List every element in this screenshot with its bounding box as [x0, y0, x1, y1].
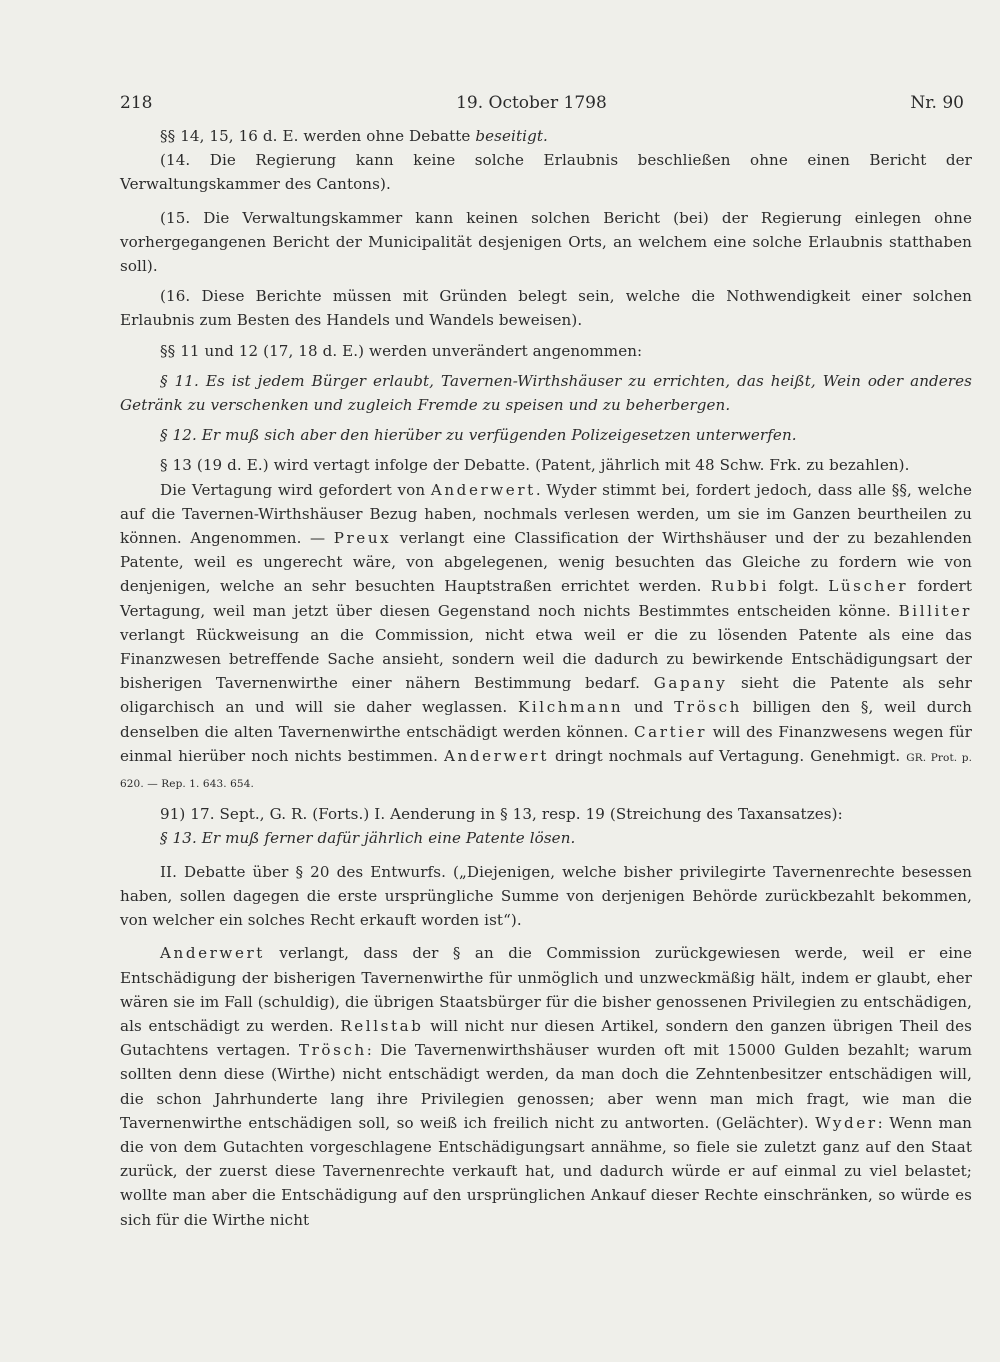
text-run: sieht die Patente als sehr oligarchisch an und will sie daher weglassen. [120, 674, 972, 717]
text-run: billigen den §, weil durch denselben die alten Tavernenwirthe entschädigt werden können. [120, 698, 973, 741]
speaker-name: Anderwert [430, 480, 536, 499]
speaker-name: Cartier [634, 722, 708, 741]
paragraph-9 [120, 478, 972, 797]
speaker-name: Rellstab [340, 1016, 424, 1035]
speaker-name: Trösch [298, 1041, 367, 1060]
text-run: verlangt Rückweisung an die Commission, nicht etwa weil er die zu lösenden Patente als eine das Finanzwesen betreffende Sache ansieht, sondern weil die dadurch zu bewirkende Entschädigungsart der bisherigen Tavernenwirthe einer nähern Bestimmung bedarf. [120, 625, 972, 693]
speaker-name: Trösch [674, 698, 742, 717]
paragraph-4: (16. Diese Berichte müssen mit Gründen belegt sein, welche die Nothwendigkeit einer solchen Erlaubnis zum Besten des Handels und Wandels beweisen). [120, 287, 972, 330]
paragraph-12: II. Debatte über § 20 des Entwurfs. („Diejenigen, welche bisher privilegirte Tavernenrechte besessen haben, sollen dagegen die erste ursprüngliche Summe von derjenigen Behörde zurückbezahlt bekommen, von welcher ein solches Recht erkauft worden ist“). [120, 862, 972, 930]
speaker-name: Gapany [653, 674, 728, 693]
paragraph-11 [120, 826, 972, 850]
speaker-name: Preux [333, 529, 392, 548]
text-run: will nicht nur diesen Artikel, sondern den ganzen übrigen Theil des Gutachtens vertagen. [120, 1016, 972, 1060]
text-run: dringt nochmals auf Vertagung. Genehmigt. [549, 746, 901, 765]
paragraph-6 [120, 369, 972, 417]
speaker-name: Wyder [815, 1113, 878, 1132]
paragraph-7 [120, 423, 972, 447]
speaker-name: Anderwert [160, 944, 265, 963]
speaker-name: Billiter [898, 601, 972, 620]
text-run: folgt. [769, 577, 829, 596]
page-header [120, 93, 972, 113]
page-date: 19. October 1798 [456, 93, 607, 113]
issue-number: Nr. 90 [910, 93, 964, 113]
text-run: : Die Tavernenwirthshäuser wurden oft mit 15000 Gulden bezahlt; warum sollten denn diese (Wirthe) nicht entschädigt werden, da man doch die Zehntenbesitzer entschädigen will, die schon Jahrhunderte lang ihre Privilegien genossen; aber wenn man mich fragt, wie man die Tavernenwirthe entschädigen soll, so weiß ich freilich nicht zu antworten. (Gelächter). [120, 1041, 972, 1132]
text-run: . Wyder stimmt bei, fordert jedoch, dass alle §§, welche auf die Tavernen-Wirthshäuser Bezug haben, nochmals verlesen werden, um sie im Ganzen beurtheilen zu können. Angenommen. — [120, 480, 972, 548]
paragraph-10: 91) 17. Sept., G. R. (Forts.) I. Aenderung in § 13, resp. 19 (Streichung des Taxansatzes): [160, 805, 843, 824]
speaker-name: Kilchmann [518, 698, 624, 717]
paragraph-2: (14. Die Regierung kann keine solche Erlaubnis beschließen ohne einen Bericht der Verwaltungskammer des Cantons). [120, 151, 972, 194]
text-run: will des Finanzwesens wegen für einmal hierüber noch nichts bestimmen. [120, 722, 972, 765]
text-run: verlangt, dass der § an die Commission zurückgewiesen werde, weil er eine Entschädigung der bisherigen Tavernenwirthe für unmöglich und unzweckmäßig hält, indem er glaubt, eher wären sie im Fall (schuldig), die übrigen Staatsbürger für die bisher genossenen Privilegien zu entschädigen, als entschädigt zu werden. [120, 944, 972, 1035]
speaker-name: Anderwert [444, 746, 549, 765]
text-run: Die Vertagung wird gefordert von [160, 480, 431, 499]
italic-run: § 13. Er muß ferner dafür jährlich eine Patente lösen. [160, 829, 576, 848]
text-run: verlangt eine Classification der Wirthshäuser und der zu bezahlenden Patente, weil es ungerecht wäre, von abgelegenen, wenig besuchten das Gleiche zu fordern wie von denjenigen, welche an sehr besuchten Hauptstraßen errichtet werden. [120, 529, 972, 596]
source-reference: GR. Prot. p. 620. — Rep. 1. 643. 654. [120, 751, 973, 791]
paragraph-13 [120, 941, 972, 1231]
italic-run: beseitigt. [475, 127, 548, 145]
speaker-name: Lüscher [828, 577, 909, 596]
paragraph-5: §§ 11 und 12 (17, 18 d. E.) werden unverändert angenommen: [160, 341, 643, 360]
italic-run: § 11. Es ist jedem Bürger erlaubt, Tavernen-Wirthshäuser zu errichten, das heißt, Wein oder anderes Getränk zu verschenken und zugleich Fremde zu speisen und zu beherbergen. [120, 371, 972, 415]
text-run: : Wenn man die von dem Gutachten vorgeschlagene Entschädigungsart annähme, so fiele sie zuletzt ganz auf den Staat zurück, der zuerst diese Tavernenrechte verkauft hat, und dadurch würde er auf einmal zu viel belastet; wollte man aber die Entschädigung auf den ursprünglichen Ankauf dieser Rechte einschränken, so würde es sich für die Wirthe nicht [120, 1113, 972, 1229]
text-run: §§ 14, 15, 16 d. E. werden ohne Debatte [160, 127, 476, 145]
paragraph-1 [120, 124, 972, 148]
speaker-name: Rubbi [710, 577, 770, 596]
text-run: fordert Vertagung, weil man jetzt über diesen Gegenstand noch nichts Bestimmtes entscheiden könne. [120, 577, 972, 620]
text-run: und [623, 698, 675, 717]
paragraph-8: § 13 (19 d. E.) wird vertagt infolge der Debatte. (Patent, jährlich mit 48 Schw. Frk. zu bezahlen). [160, 456, 910, 475]
page-number: 218 [120, 93, 153, 113]
italic-run: § 12. Er muß sich aber den hierüber zu verfügenden Polizeigesetzen unterwerfen. [160, 426, 797, 445]
paragraph-3: (15. Die Verwaltungskammer kann keinen solchen Bericht (bei) der Regierung einlegen ohne vorhergegangenen Bericht der Municipalität desjenigen Orts, an welchem eine solche Erlaubnis statthaben soll). [120, 208, 972, 276]
